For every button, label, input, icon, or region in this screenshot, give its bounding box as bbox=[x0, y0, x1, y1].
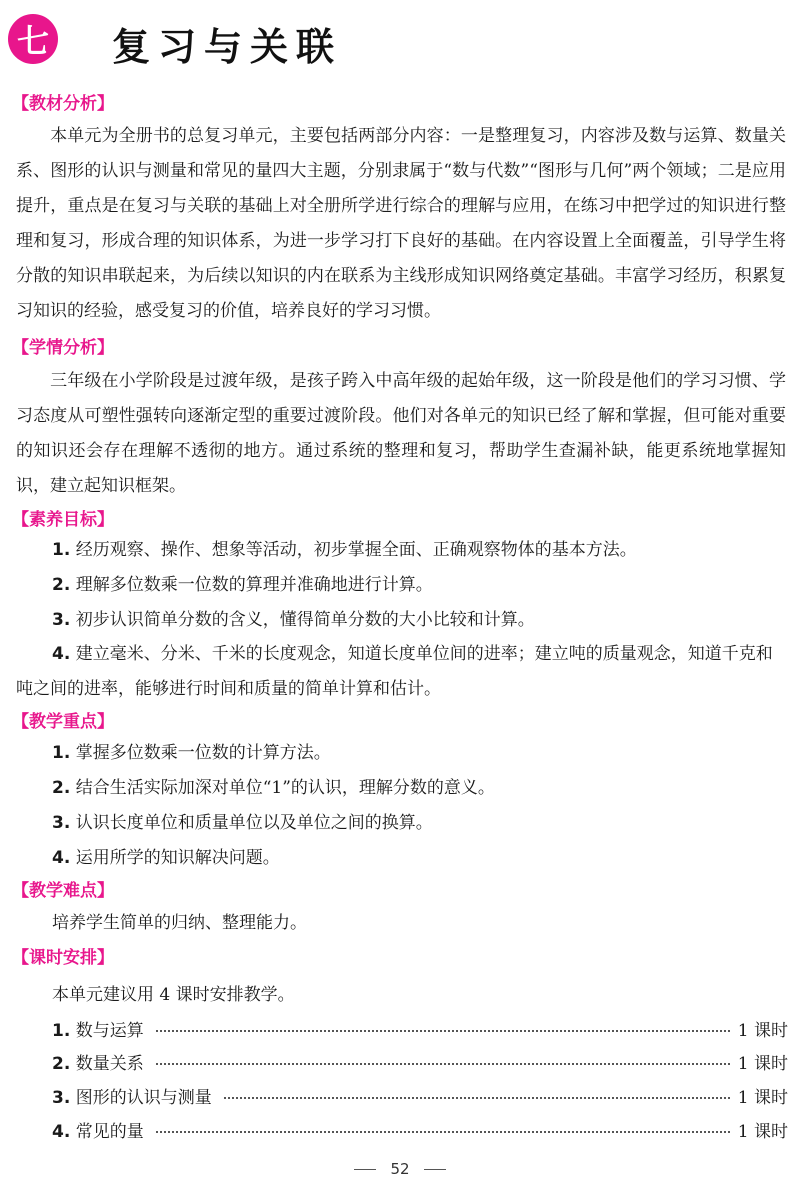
item-number: 2. bbox=[52, 778, 71, 798]
leader-dots bbox=[156, 1030, 730, 1032]
list-item bbox=[52, 773, 792, 803]
schedule-label-text: 图形的认识与测量 bbox=[75, 1087, 212, 1108]
leader-dots bbox=[156, 1131, 730, 1133]
item-text: 掌握多位数乘一位数的计算方法。 bbox=[75, 743, 331, 763]
item-number: 1. bbox=[52, 1020, 71, 1041]
section-paragraph-xueqing bbox=[16, 364, 786, 504]
section-heading-keshi: 【课时安排】 bbox=[12, 948, 114, 968]
schedule-label bbox=[52, 1049, 156, 1074]
chapter-number-badge: 七 bbox=[8, 14, 58, 64]
schedule-row bbox=[52, 1114, 788, 1144]
list-item bbox=[16, 637, 786, 707]
page-footer bbox=[0, 1160, 800, 1178]
item-number: 3. bbox=[52, 813, 71, 833]
section-heading-zhongdian: 【教学重点】 bbox=[12, 712, 114, 732]
schedule-row bbox=[52, 1080, 788, 1110]
item-number: 4. bbox=[52, 1121, 71, 1142]
list-item bbox=[52, 570, 792, 600]
section-heading-xueqing: 【学情分析】 bbox=[12, 338, 114, 358]
item-text: 结合生活实际加深对单位“1”的认识，理解分数的意义。 bbox=[75, 778, 495, 798]
page-number: 52 bbox=[390, 1160, 410, 1178]
schedule-label-text: 数与运算 bbox=[75, 1020, 144, 1041]
section-paragraph-jiaocai bbox=[16, 119, 786, 329]
footer-dash-right bbox=[424, 1169, 446, 1170]
section-text-nandian: 培养学生简单的归纳、整理能力。 bbox=[52, 913, 307, 933]
section-heading-suyang: 【素养目标】 bbox=[12, 510, 114, 530]
chapter-header bbox=[8, 10, 788, 70]
item-number: 4. bbox=[52, 848, 71, 868]
schedule-row bbox=[52, 1046, 788, 1076]
footer-dash-left bbox=[354, 1169, 376, 1170]
list-item bbox=[52, 738, 792, 768]
item-number: 2. bbox=[52, 1053, 71, 1074]
leader-dots bbox=[156, 1063, 730, 1065]
item-number: 1. bbox=[52, 540, 71, 560]
schedule-hours: 1 课时 bbox=[737, 1121, 788, 1142]
schedule-label-text: 数量关系 bbox=[75, 1053, 144, 1074]
chapter-title: 复习与关联 bbox=[112, 25, 343, 69]
list-item bbox=[52, 843, 792, 873]
leader-dots bbox=[224, 1097, 730, 1099]
item-number: 4. bbox=[52, 644, 71, 664]
paragraph-text: 三年级在小学阶段是过渡年级，是孩子跨入中高年级的起始年级，这一阶段是他们的学习习惯、学习态度从可塑性强转向逐渐定型的重要过渡阶段。他们对各单元的知识已经了解和掌握，但可能对重要的知识还会存在理解不透彻的地方。通过系统的整理和复习，帮助学生查漏补缺，能更系统地掌握知识，建立起知识框架。 bbox=[16, 371, 786, 496]
section-intro-keshi: 本单元建议用 4 课时安排教学。 bbox=[52, 985, 295, 1005]
item-text: 经历观察、操作、想象等活动，初步掌握全面、正确观察物体的基本方法。 bbox=[75, 540, 637, 560]
item-number: 3. bbox=[52, 1087, 71, 1108]
schedule-label bbox=[52, 1117, 156, 1142]
schedule-label-text: 常见的量 bbox=[75, 1121, 144, 1142]
section-heading-jiaocai: 【教材分析】 bbox=[12, 94, 114, 114]
item-text: 初步认识简单分数的含义，懂得简单分数的大小比较和计算。 bbox=[75, 610, 535, 630]
list-item bbox=[52, 605, 792, 635]
schedule-row bbox=[52, 1013, 788, 1043]
item-text: 运用所学的知识解决问题。 bbox=[75, 848, 280, 868]
schedule-label bbox=[52, 1083, 224, 1108]
paragraph-text: 本单元为全册书的总复习单元，主要包括两部分内容：一是整理复习，内容涉及数与运算、数量关系、图形的认识与测量和常见的量四大主题，分别隶属于“数与代数”“图形与几何”两个领域；二是应用提升，重点是在复习与关联的基础上对全册所学进行综合的理解与应用，在练习中把学过的知识进行整理和复习，形成合理的知识体系，为进一步学习打下良好的基础。在内容设置上全面覆盖，引导学生将分散的知识串联起来，为后续以知识的内在联系为主线形成知识网络奠定基础。丰富学习经历，积累复习知识的经验，感受复习的价值，培养良好的学习习惯。 bbox=[16, 126, 786, 321]
schedule-hours: 1 课时 bbox=[737, 1020, 788, 1041]
section-heading-nandian: 【教学难点】 bbox=[12, 881, 114, 901]
item-text: 建立毫米、分米、千米的长度观念，知道长度单位间的进率；建立吨的质量观念，知道千克和吨之间的进率，能够进行时间和质量的简单计算和估计。 bbox=[16, 644, 773, 699]
item-number: 1. bbox=[52, 743, 71, 763]
schedule-hours: 1 课时 bbox=[737, 1053, 788, 1074]
list-item bbox=[52, 808, 792, 838]
item-number: 2. bbox=[52, 575, 71, 595]
item-number: 3. bbox=[52, 610, 71, 630]
schedule-hours: 1 课时 bbox=[737, 1087, 788, 1108]
schedule-label bbox=[52, 1016, 156, 1041]
list-item bbox=[52, 535, 792, 565]
item-text: 理解多位数乘一位数的算理并准确地进行计算。 bbox=[75, 575, 433, 595]
item-text: 认识长度单位和质量单位以及单位之间的换算。 bbox=[75, 813, 433, 833]
